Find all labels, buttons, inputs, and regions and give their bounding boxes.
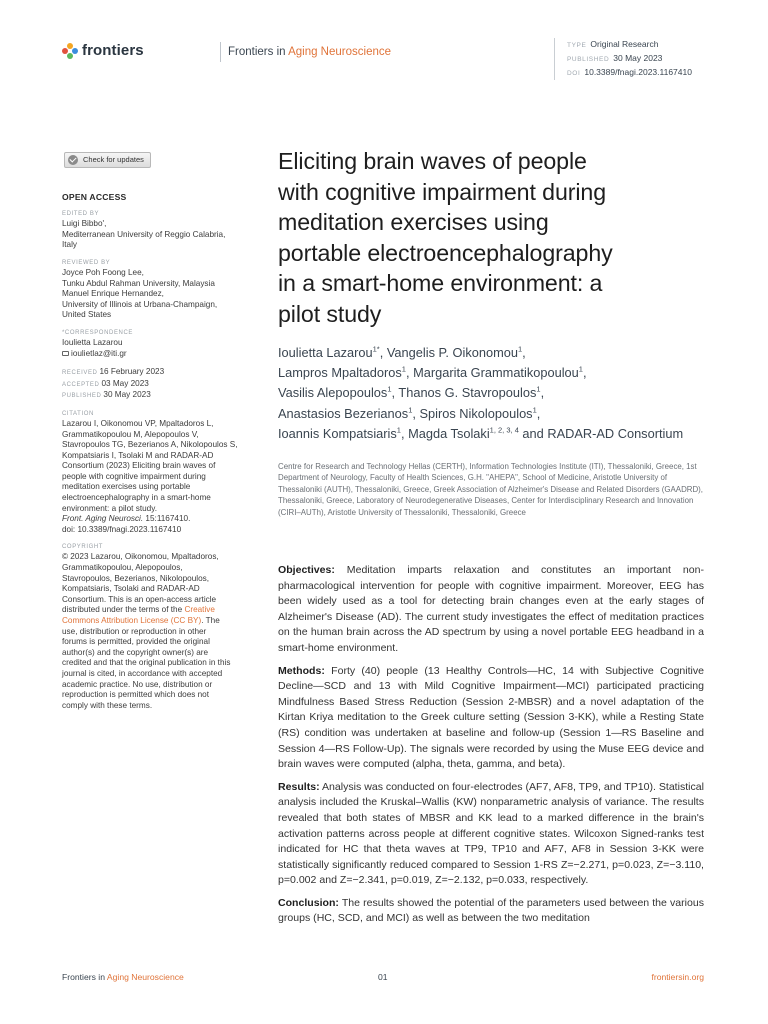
correspondence: Ioulietta Lazarou ioulietlaz@iti.gr (62, 338, 262, 359)
author-name[interactable]: Ioulietta Lazarou (278, 345, 373, 360)
footer-site-link[interactable]: frontiersin.org (651, 972, 704, 982)
author-name[interactable]: Ioannis Kompatsiaris (278, 425, 397, 441)
author-name[interactable]: Lampros Mpaltadoros (278, 365, 402, 381)
article-meta (554, 38, 692, 80)
author-name[interactable]: Vangelis P. Oikonomou (386, 345, 518, 360)
copyright: © 2023 Lazarou, Oikonomou, Mpaltadoros, Grammatikopoulou, Alepopoulos, Stavropoulos, Bezerianos, Nikolopoulos, Kompatsiaris, Tsolaki and RADAR-AD Consortium. This is an open-access article distributed under the terms of the Creative Commons Attribution License (CC BY). The use, distribution or reproduction in other forums is permitted, provided the original author(s) and the copyright owner(s) are credited and that the original publication in this journal is cited, in accordance with accepted academic practice. No use, distribution or reproduction is permitted which does not comply with these terms. (62, 552, 231, 710)
citation: Lazarou I, Oikonomou VP, Mpaltadoros L, Grammatikopoulou M, Alepopoulos V, Stavropoulos TG, Bezerianos A, Nikolopoulos S, Kompatsiaris I, Tsolaki M and RADAR-AD Consortium (2023) Eliciting brain waves of people with cognitive impairment during meditation exercises using portable electroencephalography in a smart-home environment: a pilot study. Front. Aging Neurosci. 15:1167410. doi: 10.3389/fnagi.2023.1167410 (62, 419, 262, 536)
article-sidebar (62, 152, 262, 711)
footer-journal[interactable]: Frontiers in Aging Neuroscience (62, 972, 184, 982)
page-header (62, 38, 712, 78)
frontiers-logo-text: frontiers (82, 42, 144, 59)
license-link[interactable]: Creative (184, 605, 215, 615)
frontiers-logo[interactable] (62, 42, 144, 59)
edited-by-label: EDITED BY (62, 211, 100, 218)
author-name[interactable]: Anastasios Bezerianos (278, 405, 409, 421)
author-list: Ioulietta Lazarou$^{1*}$, Vangelis P. Oikonomou$^1$, Lampros Mpaltadoros$^1$, Margarita Grammatikopoulou$^1$, Vasilis Alepopoulos$^1$, Thanos G. Stavropoulos$^1$, Anastasios Bezerianos$^1$, Spiros Nikolopoulos$^1$, Ioannis Kompatsiaris$^1$, Magda Tsolaki$^{1, 2, 3, 4}$ and RADAR-AD Consortium (278, 344, 684, 441)
check-for-updates-button[interactable]: Check for updates (64, 152, 151, 168)
abstract-methods: Methods: Forty (40) people (13 Healthy Controls—HC, 14 with Subjective Cognitive Decline—SCD and 13 with Mild Cognitive Impairment—MCI) participated practicing Mindfulness Based Stress Reduction (Session 2-MBSR) and a novel adaptation of the Kirtan Kriya meditation to the Greek culture setting (Session 3-KK), while a Resting State (RS) condition was undertaken at baseline and follow-up (Session 1—RS Baseline and Session 4—RS Follow-Up). The signals were recorded by using the Muse EEG device and brain waves were computed (alpha, theta, gamma, and beta). (278, 664, 704, 771)
meta-published: PUBLISHED 30 May 2023 (567, 53, 663, 63)
author-name[interactable]: Spiros Nikolopoulos (419, 405, 533, 421)
checkmark-icon (68, 155, 78, 165)
abstract-results: Results: Analysis was conducted on four-electrodes (AF7, AF8, TP9, and TP10). Statistical analysis included the Kruskal–Wallis (KW) nonparametric analysis of variance. The results revealed that both states of MBSR and KK lead to a marked difference in the brain's activation patterns across people at different cognitive states. Wilcoxon Signed-ranks test indicated for HC that theta waves at TP9, TP10 and AF7, AF8 in Session 3-KK were statistically significantly reduced compared to Session 1-RS Z=−2.271, p=0.023, Z=−3.110, p=0.002 and Z=−2.341, p=0.019, Z=−2.132, p=0.033, respectively. (278, 780, 704, 887)
page-number: 01 (378, 972, 388, 982)
reviewed-by-label: REVIEWED BY (62, 259, 111, 266)
meta-type: TYPE Original Research (567, 39, 659, 49)
author-name[interactable]: Vasilis Alepopoulos (278, 385, 388, 401)
citation-label: CITATION (62, 410, 94, 417)
license-link-cont[interactable]: Commons Attribution License (CC BY) (62, 616, 202, 625)
open-access-label: OPEN ACCESS (62, 191, 127, 202)
correspondence-email[interactable]: ioulietlaz@iti.gr (62, 349, 262, 360)
article-dates: RECEIVED 16 February 2023 ACCEPTED 03 May 2023 PUBLISHED 30 May 2023 (62, 367, 165, 400)
author-name[interactable]: Margarita Grammatikopoulou (413, 365, 579, 381)
abstract-conclusion: Conclusion: The results showed the potential of the parameters used between the various groups (HC, SCD, and MCI) as well as between the two meditation (278, 896, 704, 925)
copyright-label: COPYRIGHT (62, 544, 104, 551)
correspondence-label: *CORRESPONDENCE (62, 329, 134, 336)
header-divider (220, 42, 221, 62)
edited-by: Luigi Bibbo', Mediterranean University of Reggio Calabria, Italy (62, 219, 226, 250)
abstract (278, 563, 704, 934)
mail-icon (62, 351, 69, 356)
citation-doi[interactable]: doi: 10.3389/fnagi.2023.1167410 (62, 524, 182, 534)
author-name[interactable]: Thanos G. Stavropoulos (398, 385, 537, 401)
meta-doi[interactable]: DOI 10.3389/fnagi.2023.1167410 (567, 67, 692, 77)
reviewed-by: Joyce Poh Foong Lee, Tunku Abdul Rahman University, Malaysia Manuel Enrique Hernandez, University of Illinois at Urbana-Champaign, United States (62, 267, 218, 320)
abstract-objectives: Objectives: Meditation imparts relaxation and constitutes an important non-pharmacological intervention for people with cognitive impairment. Moreover, EEG has been widely used as a tool for detecting brain changes even at the early stages of Alzheimer's Disease (AD). The current study investigates the effect of meditation practices on the human brain across the AD spectrum by using a novel portable EEG headband in a smart-home environment. (278, 564, 704, 654)
article-title: Eliciting brain waves of people with cognitive impairment during meditation exercises using portable electroencephalography in a smart-home environment: a pilot study (278, 148, 613, 327)
journal-name[interactable]: Frontiers in Aging Neuroscience (228, 46, 391, 58)
author-name[interactable]: Magda Tsolaki (408, 425, 490, 441)
frontiers-logo-icon (62, 43, 78, 59)
affiliations: Centre for Research and Technology Hellas (CERTH), Information Technologies Institute (ITI), Thessaloniki, Greece, 1st Department of Neurology, Faculty of Health Sciences, G.H. "AHEPA", School of Medicine, Aristotle University of Thessaloniki (AUTH), Thessaloniki, Greece, Greek Association of Alzheimer's Disease and Related Disorders (GAADRD), Thessaloniki, Greece, Laboratory of Neurodegenerative Diseases, Center for Interdisciplinary Research and Innovation (CIRI–AUTh), Aristotle University of Thessaloniki, Thessaloniki, Greece (278, 462, 703, 517)
